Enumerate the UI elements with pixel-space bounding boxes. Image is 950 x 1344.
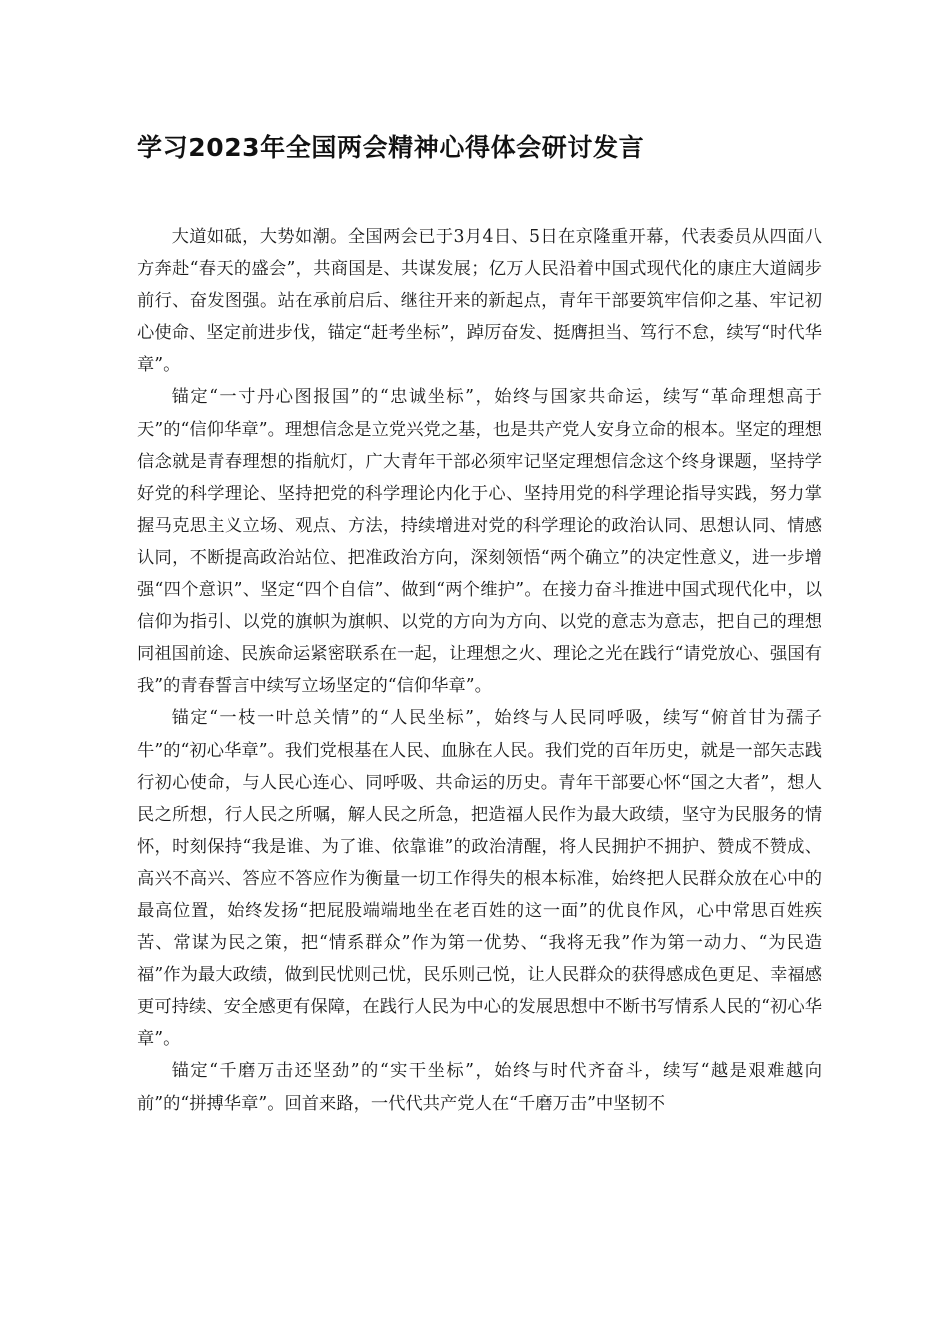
paragraph: 锚定“千磨万击还坚劲”的“实干坐标”，始终与时代齐奋斗，续写“越是艰难越向前”的“拼搏华章”。回首来路，一代代共产党人在“千磨万击”中坚韧不 xyxy=(137,1061,822,1114)
paragraph: 大道如砥，大势如潮。全国两会已于3月4日、5日在京隆重开幕，代表委员从四面八方奔赴“春天的盛会”，共商国是、共谋发展；亿万人民沿着中国式现代化的康庄大道阔步前行、奋发图强。站在承前启后、继往开来的新起点，青年干部要筑牢信仰之基、牢记初心使命、坚定前进步伐，锚定“赶考坐标”，踔厉奋发、挺膺担当、笃行不怠，续写“时代华章”。 xyxy=(137,227,822,376)
document-body xyxy=(137,221,822,1120)
paragraph: 锚定“一枝一叶总关情”的“人民坐标”，始终与人民同呼吸，续写“俯首甘为孺子牛”的“初心华章”。我们党根基在人民、血脉在人民。我们党的百年历史，就是一部矢志践行初心使命，与人民心连心、同呼吸、共命运的历史。青年干部要心怀“国之大者”，想人民之所想，行人民之所嘱，解人民之所急，把造福人民作为最大政绩，坚守为民服务的情怀，时刻保持“我是谁、为了谁、依靠谁”的政治清醒，将人民拥护不拥护、赞成不赞成、高兴不高兴、答应不答应作为衡量一切工作得失的根本标准，始终把人民群众放在心中的最高位置，始终发扬“把屁股端端地坐在老百姓的这一面”的优良作风，心中常思百姓疾苦、常谋为民之策，把“情系群众”作为第一优势、“我将无我”作为第一动力、“为民造福”作为最大政绩，做到民忧则己忧，民乐则己悦，让人民群众的获得感成色更足、幸福感更可持续、安全感更有保障，在践行人民为中心的发展思想中不断书写情系人民的“初心华章”。 xyxy=(137,708,822,1050)
paragraph: 锚定“一寸丹心图报国”的“忠诚坐标”，始终与国家共命运，续写“革命理想高于天”的“信仰华章”。理想信念是立党兴党之基，也是共产党人安身立命的根本。坚定的理想信念就是青春理想的指航灯，广大青年干部必须牢记坚定理想信念这个终身课题，坚持学好党的科学理论、坚持把党的科学理论内化于心、坚持用党的科学理论指导实践，努力掌握马克思主义立场、观点、方法，持续增进对党的科学理论的政治认同、思想认同、情感认同，不断提高政治站位、把准政治方向，深刻领悟“两个确立”的决定性意义，进一步增强“四个意识”、坚定“四个自信”、做到“两个维护”。在接力奋斗推进中国式现代化中，以信仰为指引、以党的旗帜为旗帜、以党的方向为方向、以党的意志为意志，把自己的理想同祖国前途、民族命运紧密联系在一起，让理想之火、理论之光在践行“请党放心、强国有我”的青春誓言中续写立场坚定的“信仰华章”。 xyxy=(137,387,822,697)
document-title: 学习2023年全国两会精神心得体会研讨发言 xyxy=(137,133,645,162)
